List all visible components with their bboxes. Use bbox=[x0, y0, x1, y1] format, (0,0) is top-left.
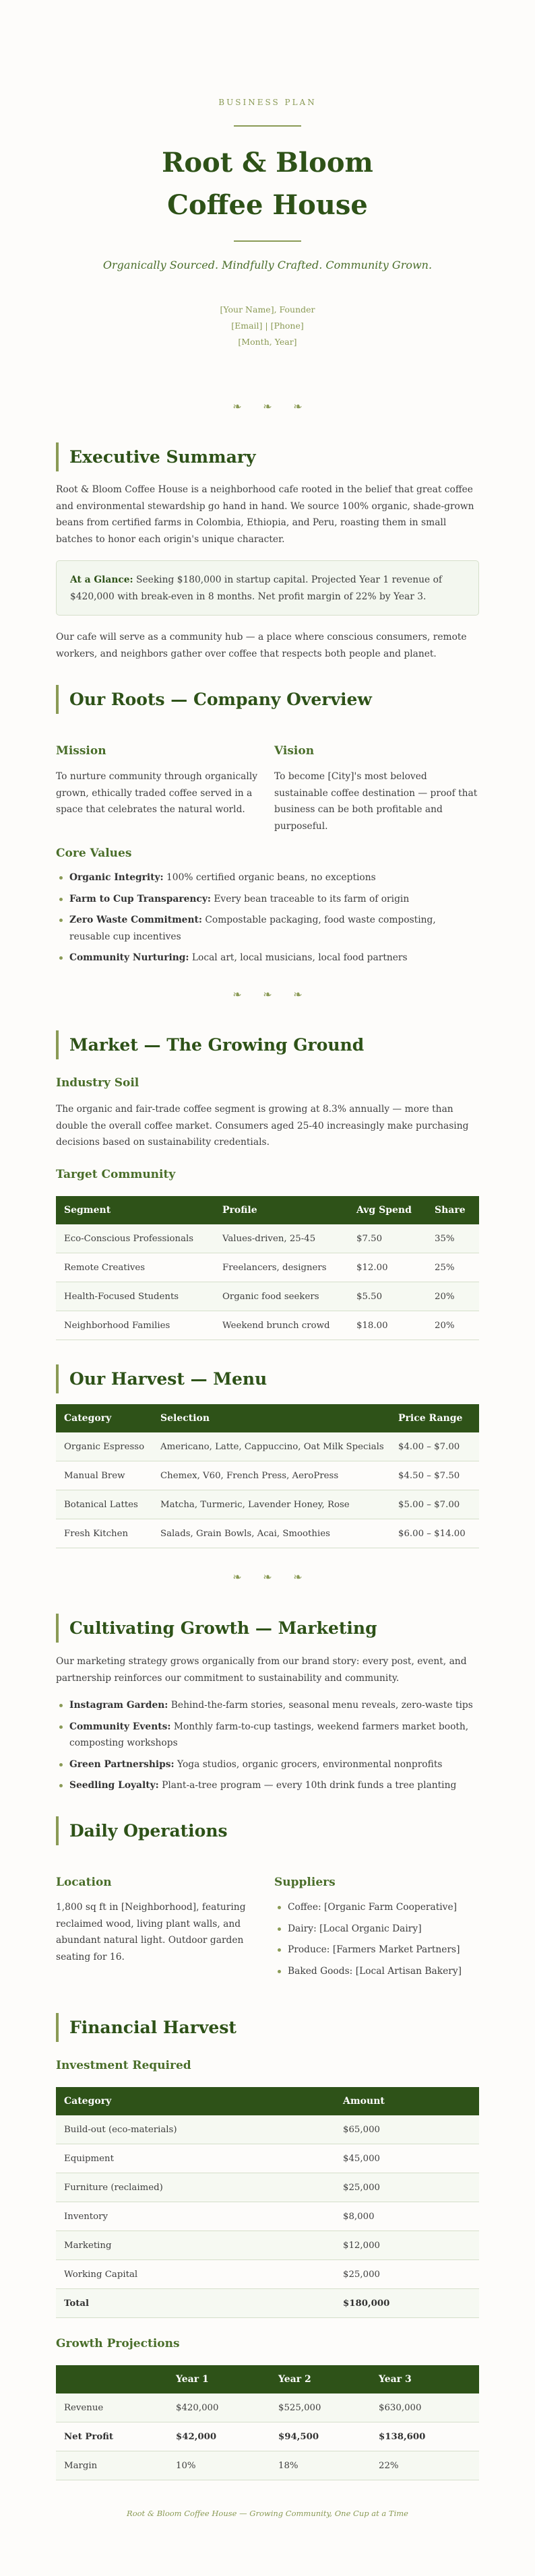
list-item: Coffee: [Organic Farm Cooperative] bbox=[274, 1899, 479, 1916]
growth-projections-heading: Growth Projections bbox=[56, 2337, 180, 2350]
mission-text: To nurture community through organically grown, ethically traded coffee served in a space that celebrates the natural world. bbox=[56, 771, 258, 815]
suppliers-heading: Suppliers bbox=[274, 1876, 336, 1889]
location-heading: Location bbox=[56, 1876, 112, 1889]
floral-heart-icon: ❧ bbox=[263, 988, 272, 1001]
list-item: Baked Goods: [Local Artisan Bakery] bbox=[274, 1963, 479, 1980]
marketing-intro: Our marketing strategy grows organically from our brand story: every post, event, and partnership reinforces our commitment to sustainability and community. bbox=[56, 1656, 467, 1684]
target-community-heading: Target Community bbox=[56, 1168, 176, 1181]
list-item: Farm to Cup Transparency: Every bean traceable to its farm of origin bbox=[56, 891, 479, 908]
suppliers-list bbox=[274, 1899, 479, 1979]
contact-date: [Month, Year] bbox=[238, 337, 297, 347]
table-header-row bbox=[56, 2087, 479, 2115]
list-item: Produce: [Farmers Market Partners] bbox=[274, 1942, 479, 1958]
table-row: Furniture (reclaimed) $25,000 bbox=[56, 2173, 479, 2202]
floral-heart-icon: ❧ bbox=[293, 1571, 303, 1583]
list-item: Dairy: [Local Organic Dairy] bbox=[274, 1921, 479, 1938]
community-hub-paragraph: Our cafe will serve as a community hub — a place where conscious consumers, remote workers, and neighbors gather over coffee that respects both people and planet. bbox=[56, 632, 467, 659]
divider-rule bbox=[234, 125, 301, 127]
floral-heart-icon: ❧ bbox=[263, 400, 272, 413]
column-header: Year 1 bbox=[168, 2365, 270, 2393]
core-values-list bbox=[56, 869, 479, 966]
document-title-line1: Root & Bloom bbox=[162, 147, 373, 178]
section-ornament bbox=[0, 988, 535, 1001]
section-heading-company-overview: Our Roots — Company Overview bbox=[56, 685, 372, 714]
target-community-table bbox=[56, 1196, 479, 1340]
list-item: Seedling Loyalty: Plant-a-tree program — every 10th drink funds a tree planting bbox=[56, 1777, 479, 1794]
section-ornament bbox=[0, 400, 535, 413]
column-header: Amount bbox=[335, 2087, 479, 2115]
column-header: Category bbox=[56, 2087, 335, 2115]
table-row: Revenue $420,000 $525,000 $630,000 bbox=[56, 2393, 479, 2422]
list-item: Instagram Garden: Behind-the-farm stories, seasonal menu reveals, zero-waste tips bbox=[56, 1697, 479, 1714]
table-row: Manual Brew Chemex, V60, French Press, AeroPress $4.50 – $7.50 bbox=[56, 1461, 479, 1490]
location-text: 1,800 sq ft in [Neighborhood], featuring reclaimed wood, living plant walls, and abundant natural light. Outdoor garden seating for 16. bbox=[56, 1902, 246, 1962]
core-values-heading: Core Values bbox=[56, 847, 132, 860]
total-row: Total $180,000 bbox=[56, 2289, 479, 2318]
floral-heart-icon: ❧ bbox=[232, 988, 242, 1001]
at-a-glance-callout bbox=[56, 560, 479, 616]
vision-heading: Vision bbox=[274, 744, 315, 758]
document-footer: Root & Bloom Coffee House — Growing Community, One Cup at a Time bbox=[127, 2509, 408, 2518]
section-heading-executive-summary: Executive Summary bbox=[56, 442, 255, 471]
table-row: Working Capital $25,000 bbox=[56, 2260, 479, 2289]
section-heading-marketing: Cultivating Growth — Marketing bbox=[56, 1614, 377, 1643]
vision-text: To become [City]'s most beloved sustainable coffee destination — proof that business can be both profitable and purposeful. bbox=[274, 771, 478, 832]
section-heading-market: Market — The Growing Ground bbox=[56, 1030, 364, 1059]
callout-label: At a Glance: bbox=[70, 574, 133, 585]
table-row: Build-out (eco-materials) $65,000 bbox=[56, 2115, 479, 2144]
column-header: Year 2 bbox=[270, 2365, 371, 2393]
contact-name: [Your Name], Founder bbox=[220, 304, 315, 315]
investment-required-heading: Investment Required bbox=[56, 2059, 191, 2072]
table-row: Remote Creatives Freelancers, designers $12.00 25% bbox=[56, 1253, 479, 1282]
list-item: Organic Integrity: 100% certified organic beans, no exceptions bbox=[56, 869, 479, 886]
table-row: Health-Focused Students Organic food seekers $5.50 20% bbox=[56, 1282, 479, 1311]
column-header: Selection bbox=[152, 1404, 390, 1432]
table-header-row bbox=[56, 1404, 479, 1432]
table-row: Eco-Conscious Professionals Values-driven, 25-45 $7.50 35% bbox=[56, 1224, 479, 1253]
table-row: Marketing $12,000 bbox=[56, 2231, 479, 2260]
table-row: Botanical Lattes Matcha, Turmeric, Lavender Honey, Rose $5.00 – $7.00 bbox=[56, 1490, 479, 1519]
column-header: Share bbox=[427, 1196, 479, 1224]
industry-paragraph: The organic and fair-trade coffee segment is growing at 8.3% annually — more than double the overall coffee market. Consumers aged 25-40 increasingly make purchasing decisions based on sustainability credentials. bbox=[56, 1104, 469, 1148]
menu-table bbox=[56, 1404, 479, 1548]
column-header: Price Range bbox=[390, 1404, 479, 1432]
floral-heart-icon: ❧ bbox=[263, 1571, 272, 1583]
column-header: Segment bbox=[56, 1196, 214, 1224]
contact-email-phone: [Email] | [Phone] bbox=[231, 321, 304, 331]
section-heading-operations: Daily Operations bbox=[56, 1816, 228, 1845]
growth-projections-table bbox=[56, 2365, 479, 2480]
floral-heart-icon: ❧ bbox=[232, 400, 242, 413]
investment-table bbox=[56, 2087, 479, 2318]
list-item: Community Events: Monthly farm-to-cup tastings, weekend farmers market booth, composting workshops bbox=[56, 1719, 479, 1752]
table-row: Neighborhood Families Weekend brunch crowd $18.00 20% bbox=[56, 1311, 479, 1340]
column-header bbox=[56, 2365, 168, 2393]
table-row: Inventory $8,000 bbox=[56, 2202, 479, 2231]
floral-heart-icon: ❧ bbox=[232, 1571, 242, 1583]
section-heading-financial: Financial Harvest bbox=[56, 2013, 237, 2042]
floral-heart-icon: ❧ bbox=[293, 988, 303, 1001]
document-title-line2: Coffee House bbox=[167, 189, 368, 221]
table-row: Organic Espresso Americano, Latte, Cappuccino, Oat Milk Specials $4.00 – $7.00 bbox=[56, 1432, 479, 1461]
tagline: Organically Sourced. Mindfully Crafted. Community Grown. bbox=[102, 259, 433, 271]
table-header-row bbox=[56, 1196, 479, 1224]
column-header: Avg Spend bbox=[348, 1196, 427, 1224]
mission-heading: Mission bbox=[56, 744, 106, 758]
list-item: Zero Waste Commitment: Compostable packaging, food waste composting, reusable cup incentives bbox=[56, 912, 479, 945]
table-row: Equipment $45,000 bbox=[56, 2144, 479, 2173]
floral-heart-icon: ❧ bbox=[293, 400, 303, 413]
column-header: Category bbox=[56, 1404, 152, 1432]
section-ornament bbox=[0, 1571, 535, 1583]
table-row: Margin 10% 18% 22% bbox=[56, 2451, 479, 2480]
section-heading-menu: Our Harvest — Menu bbox=[56, 1364, 267, 1393]
column-header: Profile bbox=[214, 1196, 348, 1224]
table-row: Fresh Kitchen Salads, Grain Bowls, Acai, Smoothies $6.00 – $14.00 bbox=[56, 1519, 479, 1548]
table-row: Net Profit $42,000 $94,500 $138,600 bbox=[56, 2422, 479, 2451]
column-header: Year 3 bbox=[371, 2365, 479, 2393]
executive-summary-paragraph: Root & Bloom Coffee House is a neighborhood cafe rooted in the belief that great coffee and environmental stewardship go hand in hand. We source 100% organic, shade-grown beans from certified farms in Colombia, Ethiopia, and Peru, roasting them in small batches to honor each origin's unique character. bbox=[56, 484, 474, 545]
divider-rule bbox=[234, 240, 301, 242]
industry-soil-heading: Industry Soil bbox=[56, 1076, 139, 1090]
list-item: Community Nurturing: Local art, local musicians, local food partners bbox=[56, 950, 479, 966]
document-eyebrow: BUSINESS PLAN bbox=[218, 98, 317, 107]
callout-text: At a Glance: Seeking $180,000 in startup capital. Projected Year 1 revenue of $420,000 with break-even in 8 months. Net profit margin of 22% by Year 3. bbox=[70, 574, 443, 602]
marketing-list bbox=[56, 1697, 479, 1794]
table-header-row bbox=[56, 2365, 479, 2393]
list-item: Green Partnerships: Yoga studios, organic grocers, environmental nonprofits bbox=[56, 1756, 479, 1773]
